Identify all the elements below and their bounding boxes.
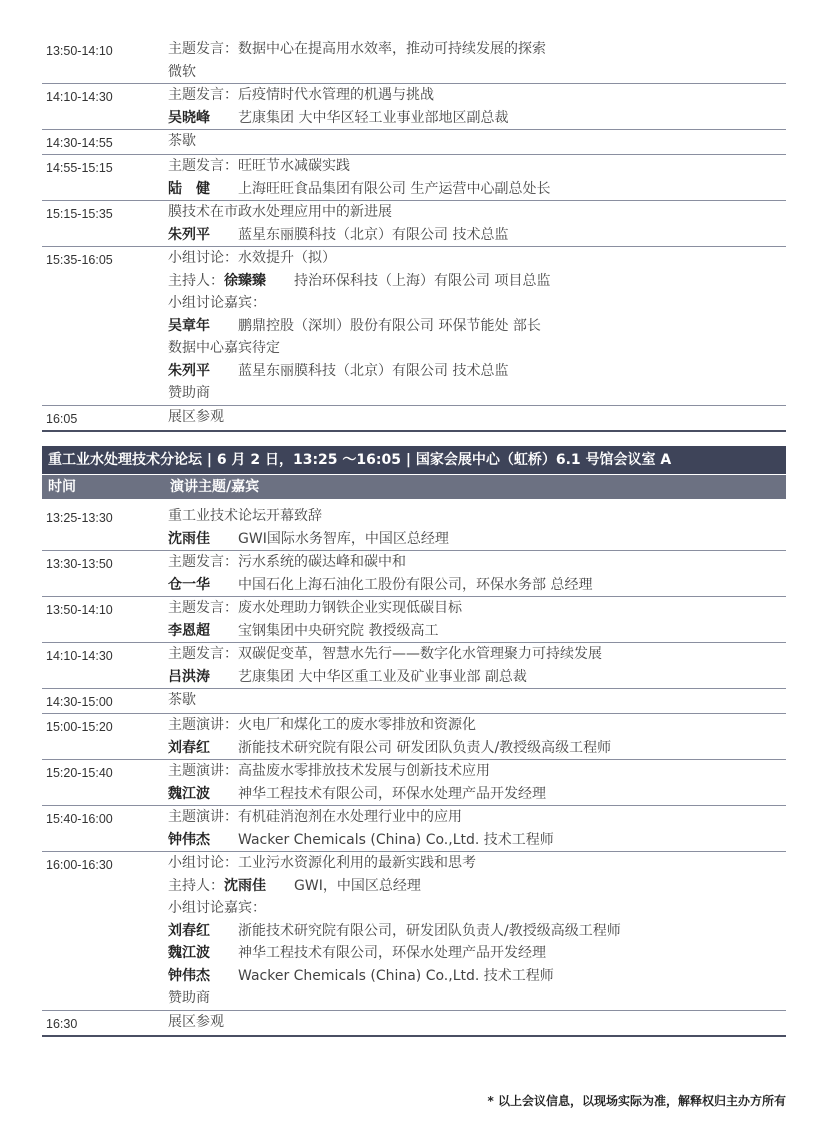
speaker-name: 李恩超 bbox=[168, 622, 210, 639]
time-cell: 15:35-16:05 bbox=[46, 253, 113, 267]
moderator-label: 主持人： bbox=[168, 272, 224, 289]
content-line bbox=[168, 987, 786, 1010]
content-line bbox=[168, 528, 786, 551]
topic-text: 展区参观 bbox=[168, 408, 224, 425]
content-line bbox=[168, 1011, 786, 1034]
speaker-affiliation: 神华工程技术有限公司，环保水处理产品开发经理 bbox=[238, 785, 546, 802]
time-cell: 13:50-14:10 bbox=[46, 44, 113, 58]
speaker-affiliation: 持治环保科技（上海）有限公司 项目总监 bbox=[294, 272, 551, 289]
moderator-label: 主持人： bbox=[168, 877, 224, 894]
speaker-affiliation: 蓝星东丽膜科技（北京）有限公司 技术总监 bbox=[238, 362, 509, 379]
topic-text: 主题演讲：火电厂和煤化工的废水零排放和资源化 bbox=[168, 717, 476, 733]
topic-text: 小组讨论：水效提升（拟） bbox=[168, 250, 336, 266]
table-row bbox=[42, 1011, 786, 1037]
topic-text: 主题演讲：高盐废水零排放技术发展与创新技术应用 bbox=[168, 763, 490, 779]
content-line bbox=[168, 107, 786, 130]
content-line bbox=[168, 270, 786, 293]
table-row bbox=[42, 597, 786, 643]
table-row bbox=[42, 689, 786, 714]
time-cell: 13:30-13:50 bbox=[46, 557, 113, 571]
speaker-name: 沈雨佳 bbox=[224, 877, 266, 894]
content-line bbox=[168, 155, 786, 178]
content-line bbox=[168, 643, 786, 666]
table-row bbox=[42, 84, 786, 130]
content-line bbox=[168, 406, 786, 429]
topic-text: 主题发言：双碳促变革，智慧水先行——数字化水管理聚力可持续发展 bbox=[168, 646, 602, 662]
topic-text: 重工业技术论坛开幕致辞 bbox=[168, 508, 322, 524]
table-row bbox=[42, 760, 786, 806]
speaker-affiliation: 蓝星东丽膜科技（北京）有限公司 技术总监 bbox=[238, 226, 509, 243]
speaker-name: 吴章年 bbox=[168, 317, 210, 334]
speaker-name: 朱列平 bbox=[168, 362, 210, 379]
speaker-name: 钟伟杰 bbox=[168, 831, 210, 848]
content-line bbox=[168, 666, 786, 689]
topic-text: 主题发言：后疫情时代水管理的机遇与挑战 bbox=[168, 87, 434, 103]
speaker-name: 沈雨佳 bbox=[168, 530, 210, 547]
table-row bbox=[42, 714, 786, 760]
content-line bbox=[168, 875, 786, 898]
speaker-affiliation: 上海旺旺食品集团有限公司 生产运营中心副总处长 bbox=[238, 180, 551, 197]
topic-text: 主题发言：废水处理助力钢铁企业实现低碳目标 bbox=[168, 600, 462, 616]
time-cell: 14:10-14:30 bbox=[46, 90, 113, 104]
content-cell bbox=[164, 505, 786, 550]
content-line bbox=[168, 806, 786, 829]
speaker-affiliation: Wacker Chemicals (China) Co.,Ltd. 技术工程师 bbox=[238, 967, 554, 984]
topic-text: 赞助商 bbox=[168, 385, 210, 401]
content-cell bbox=[164, 155, 786, 200]
table-row bbox=[42, 643, 786, 689]
time-cell: 13:25-13:30 bbox=[46, 511, 113, 525]
speaker-name: 吕洪涛 bbox=[168, 668, 210, 685]
time-cell: 13:50-14:10 bbox=[46, 603, 113, 617]
topic-text: 主题发言：污水系统的碳达峰和碳中和 bbox=[168, 554, 406, 570]
topic-text: 茶歇 bbox=[168, 133, 196, 149]
speaker-name: 魏江波 bbox=[168, 945, 210, 961]
content-line bbox=[168, 829, 786, 852]
table-row bbox=[42, 38, 786, 84]
content-line bbox=[168, 224, 786, 247]
content-line bbox=[168, 942, 786, 965]
content-line bbox=[168, 38, 786, 61]
speaker-affiliation: 艺康集团 大中华区重工业及矿业事业部 副总裁 bbox=[238, 668, 527, 685]
speaker-name: 仓一华 bbox=[168, 576, 210, 593]
speaker-name: 刘春红 bbox=[168, 922, 210, 939]
time-cell: 15:20-15:40 bbox=[46, 766, 113, 780]
topic-text: 数据中心嘉宾待定 bbox=[168, 340, 280, 356]
speaker-affiliation: 艺康集团 大中华区轻工业事业部地区副总裁 bbox=[238, 109, 509, 126]
table-header bbox=[42, 475, 786, 499]
content-cell bbox=[164, 406, 786, 430]
speaker-affiliation: GWI，中国区总经理 bbox=[294, 877, 421, 894]
content-cell bbox=[164, 806, 786, 851]
time-cell: 16:00-16:30 bbox=[46, 858, 113, 872]
header-time: 时间 bbox=[48, 479, 76, 495]
time-cell: 15:40-16:00 bbox=[46, 812, 113, 826]
content-cell bbox=[164, 1011, 786, 1035]
content-cell bbox=[164, 38, 786, 83]
content-line bbox=[168, 760, 786, 783]
time-cell: 15:15-15:35 bbox=[46, 207, 113, 221]
table-row bbox=[42, 806, 786, 852]
table-row bbox=[42, 505, 786, 551]
time-cell: 14:30-15:00 bbox=[46, 695, 113, 709]
content-cell bbox=[164, 689, 786, 713]
content-line bbox=[168, 84, 786, 107]
content-line bbox=[168, 897, 786, 920]
agenda-table-forum bbox=[42, 505, 786, 1037]
speaker-affiliation: Wacker Chemicals (China) Co.,Ltd. 技术工程师 bbox=[238, 831, 554, 848]
footnote: * 以上会议信息，以现场实际为准，解释权归主办方所有 bbox=[487, 1094, 786, 1108]
content-line bbox=[168, 689, 786, 712]
content-line bbox=[168, 61, 786, 84]
topic-text: 小组讨论：工业污水资源化利用的最新实践和思考 bbox=[168, 855, 476, 871]
content-line bbox=[168, 714, 786, 737]
topic-text: 小组讨论嘉宾： bbox=[168, 295, 266, 311]
table-row bbox=[42, 551, 786, 597]
content-line bbox=[168, 315, 786, 338]
content-line bbox=[168, 130, 786, 153]
content-line bbox=[168, 620, 786, 643]
topic-text: 微软 bbox=[168, 63, 196, 80]
content-cell bbox=[164, 852, 786, 1010]
speaker-name: 刘春红 bbox=[168, 739, 210, 756]
time-cell: 16:05 bbox=[46, 411, 78, 426]
header-topic: 演讲主题/嘉宾 bbox=[170, 479, 260, 495]
table-row bbox=[42, 201, 786, 247]
table-row bbox=[42, 130, 786, 155]
content-line bbox=[168, 505, 786, 528]
speaker-affiliation: 中国石化上海石油化工股份有限公司，环保水务部 总经理 bbox=[238, 576, 593, 593]
content-line bbox=[168, 551, 786, 574]
speaker-name: 吴晓峰 bbox=[168, 109, 210, 126]
content-cell bbox=[164, 247, 786, 405]
agenda-table-top bbox=[42, 38, 786, 432]
speaker-name: 陆 健 bbox=[168, 180, 210, 197]
content-line bbox=[168, 920, 786, 943]
speaker-name: 徐臻臻 bbox=[224, 272, 266, 289]
content-line bbox=[168, 597, 786, 620]
time-cell: 14:10-14:30 bbox=[46, 649, 113, 663]
topic-text: 小组讨论嘉宾： bbox=[168, 900, 266, 916]
table-row bbox=[42, 406, 786, 432]
topic-text: 主题演讲：有机硅消泡剂在水处理行业中的应用 bbox=[168, 809, 462, 825]
speaker-name: 钟伟杰 bbox=[168, 967, 210, 984]
topic-text: 主题发言：旺旺节水减碳实践 bbox=[168, 158, 350, 174]
content-line bbox=[168, 201, 786, 224]
content-line bbox=[168, 965, 786, 988]
topic-text: 膜技术在市政水处理应用中的新进展 bbox=[168, 204, 392, 220]
content-cell bbox=[164, 643, 786, 688]
content-line bbox=[168, 737, 786, 760]
content-cell bbox=[164, 714, 786, 759]
content-line bbox=[168, 292, 786, 315]
speaker-name: 魏江波 bbox=[168, 785, 210, 802]
speaker-affiliation: 浙能技术研究院有限公司 研发团队负责人/教授级高级工程师 bbox=[238, 739, 612, 756]
content-line bbox=[168, 852, 786, 875]
content-cell bbox=[164, 597, 786, 642]
content-line bbox=[168, 783, 786, 806]
content-cell bbox=[164, 84, 786, 129]
table-row bbox=[42, 247, 786, 406]
table-row bbox=[42, 852, 786, 1011]
topic-text: 主题发言：数据中心在提高用水效率，推动可持续发展的探索 bbox=[168, 41, 546, 57]
topic-text: 赞助商 bbox=[168, 990, 210, 1006]
content-line bbox=[168, 360, 786, 383]
topic-text: 茶歇 bbox=[168, 692, 196, 708]
content-line bbox=[168, 337, 786, 360]
time-cell: 14:55-15:15 bbox=[46, 161, 113, 175]
speaker-affiliation: GWI国际水务智库，中国区总经理 bbox=[238, 530, 449, 547]
time-cell: 16:30 bbox=[46, 1016, 78, 1031]
content-cell bbox=[164, 551, 786, 596]
speaker-name: 朱列平 bbox=[168, 226, 210, 243]
speaker-affiliation: 鹏鼎控股（深圳）股份有限公司 环保节能处 部长 bbox=[238, 317, 541, 334]
content-cell bbox=[164, 201, 786, 246]
content-cell bbox=[164, 130, 786, 154]
content-line bbox=[168, 247, 786, 270]
speaker-affiliation: 宝钢集团中央研究院 教授级高工 bbox=[238, 622, 439, 639]
time-cell: 14:30-14:55 bbox=[46, 136, 113, 150]
topic-text: 展区参观 bbox=[168, 1013, 224, 1030]
content-line bbox=[168, 178, 786, 201]
content-line bbox=[168, 574, 786, 597]
table-row bbox=[42, 155, 786, 201]
content-cell bbox=[164, 760, 786, 805]
speaker-affiliation: 神华工程技术有限公司，环保水处理产品开发经理 bbox=[238, 945, 546, 961]
speaker-affiliation: 浙能技术研究院有限公司，研发团队负责人/教授级高级工程师 bbox=[238, 922, 621, 939]
content-line bbox=[168, 382, 786, 405]
time-cell: 15:00-15:20 bbox=[46, 720, 113, 734]
forum-banner: 重工业水处理技术分论坛 | 6 月 2 日，13:25 ～16:05 | 国家会展中心（虹桥）6.1 号馆会议室 A bbox=[42, 446, 786, 474]
